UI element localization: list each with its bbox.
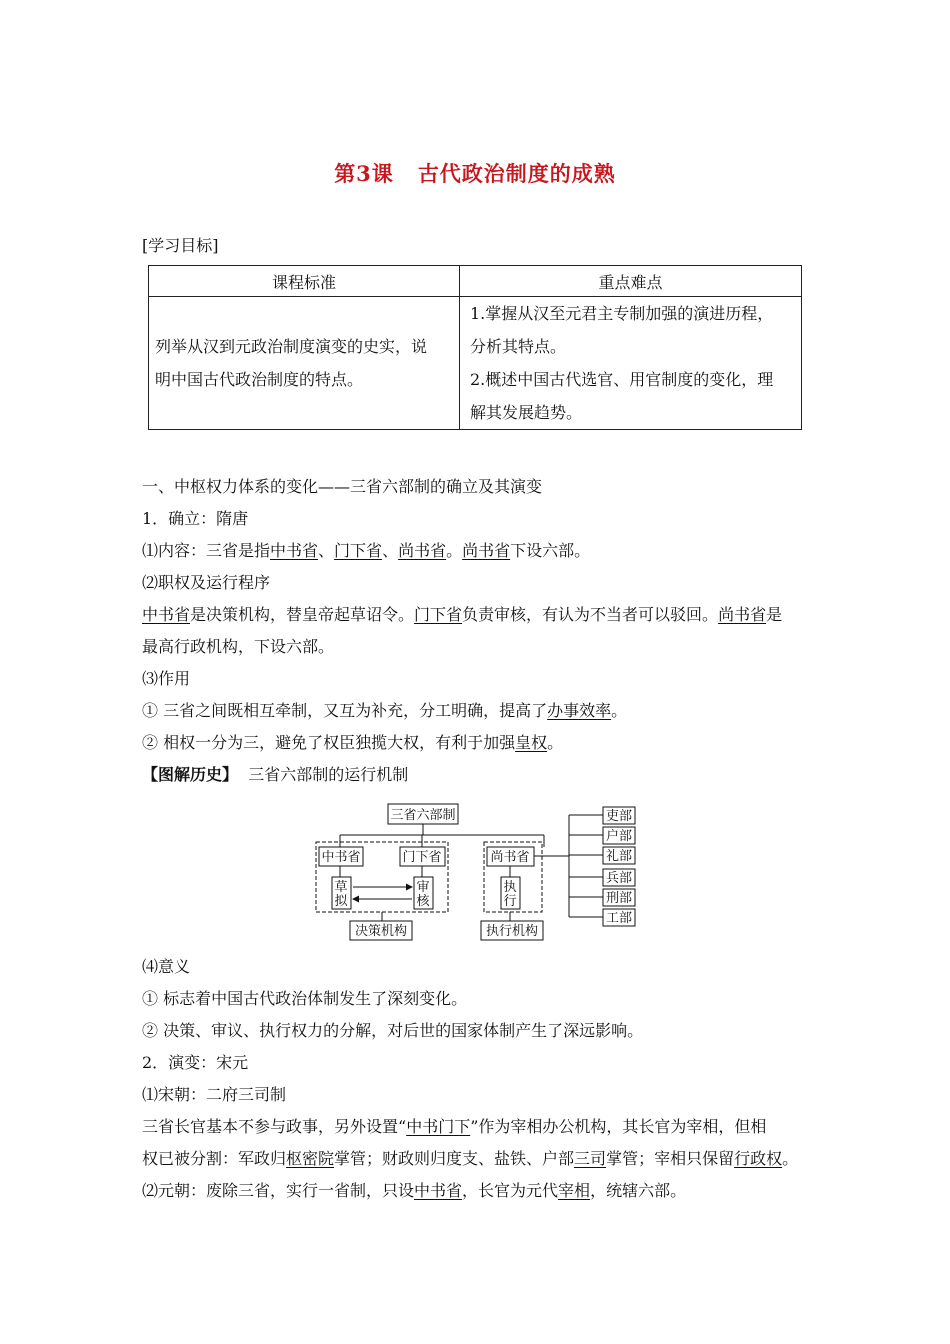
- key-line: 解其发展趋势。: [470, 403, 583, 422]
- meaning-heading: ⑷意义: [142, 957, 191, 976]
- yuan-line: ⑵元朝：废除三省，实行一省制，只设中书省，长官为元代宰相，统辖六部。: [142, 1181, 687, 1200]
- content-line: ⑴内容：三省是指中书省、门下省、尚书省。尚书省下设六部。: [142, 541, 591, 560]
- effect-1: ① 三省之间既相互牵制，又互为补充，分工明确，提高了办事效率。: [142, 701, 628, 720]
- standard-line: 列举从汉到元政治制度演变的史实，说: [155, 337, 428, 356]
- diagram-decision: 决策机构: [354, 924, 408, 939]
- effect-2: ② 相权一分为三，避免了权臣独揽大权，有利于加强皇权。: [142, 733, 564, 752]
- diagram-cao: 草: [334, 880, 348, 895]
- standard-line: 明中国古代政治制度的特点。: [155, 370, 364, 389]
- point-evolution: 2．演变：宋元: [142, 1053, 249, 1072]
- diagram-ni: 拟: [334, 894, 348, 909]
- key-line: 1.掌握从汉至元君主专制加强的演进历程，: [470, 304, 774, 323]
- duties-line-2: 最高行政机构，下设六部。: [142, 637, 335, 656]
- goals-table: [148, 265, 802, 430]
- goals-header-key: 重点难点: [460, 266, 802, 297]
- section-heading: 一、中枢权力体系的变化——三省六部制的确立及其演变: [142, 477, 543, 496]
- song-line-1: 三省长官基本不参与政事，另外设置“中书门下”作为宰相办公机构，其长官为宰相，但相: [142, 1117, 767, 1136]
- diagram-ministry: 兵部: [605, 871, 633, 886]
- meaning-2: ② 决策、审议、执行权力的分解，对后世的国家体制产生了深远影响。: [142, 1021, 644, 1040]
- key-line: 分析其特点。: [470, 337, 567, 356]
- diagram-caption: 【图解历史】 三省六部制的运行机制: [142, 765, 409, 784]
- three-departments-diagram: [314, 799, 644, 945]
- diagram-xing: 行: [503, 894, 517, 909]
- goals-label: [学习目标]: [142, 236, 219, 255]
- diagram-menxia: 门下省: [402, 850, 442, 865]
- diagram-execution: 执行机构: [485, 924, 539, 939]
- goals-key-cell: [460, 297, 802, 430]
- section-part-2: [142, 951, 822, 1207]
- song-heading: ⑴宋朝：二府三司制: [142, 1085, 287, 1104]
- diagram-zhi: 执: [503, 880, 517, 895]
- diagram-zhongshu: 中书省: [321, 850, 361, 865]
- diagram-he: 核: [416, 894, 430, 909]
- goals-header-standard: 课程标准: [149, 266, 460, 297]
- duties-heading: ⑵职权及运行程序: [142, 573, 271, 592]
- diagram-ministry: 礼部: [605, 849, 633, 864]
- duties-line-1: 中书省是决策机构，替皇帝起草诏令。门下省负责审核，有认为不当者可以驳回。尚书省是: [142, 605, 783, 624]
- diagram-top-box: 三省六部制: [390, 808, 456, 823]
- diagram-shen: 审: [416, 880, 430, 895]
- diagram-ministry: 刑部: [605, 891, 633, 906]
- point-establish: 1．确立：隋唐: [142, 509, 249, 528]
- diagram-shangshu: 尚书省: [490, 850, 530, 865]
- meaning-1: ① 标志着中国古代政治体制发生了深刻变化。: [142, 989, 468, 1008]
- lesson-name: 古代政治制度的成熟: [417, 161, 616, 186]
- diagram-ministry: 工部: [605, 911, 633, 926]
- goals-standard-cell: [149, 297, 460, 430]
- page-title: [0, 158, 950, 188]
- song-line-2: 权已被分割：军政归枢密院掌管；财政则归度支、盐铁、户部三司掌管；宰相只保留行政权。: [142, 1149, 799, 1168]
- key-line: 2.概述中国古代选官、用官制度的变化，理: [470, 370, 774, 389]
- lesson-number: 第3课: [334, 161, 394, 186]
- effect-heading: ⑶作用: [142, 669, 191, 688]
- section-part-1: [142, 471, 822, 791]
- diagram-ministry: 吏部: [605, 809, 633, 824]
- diagram-ministry: 户部: [605, 829, 633, 844]
